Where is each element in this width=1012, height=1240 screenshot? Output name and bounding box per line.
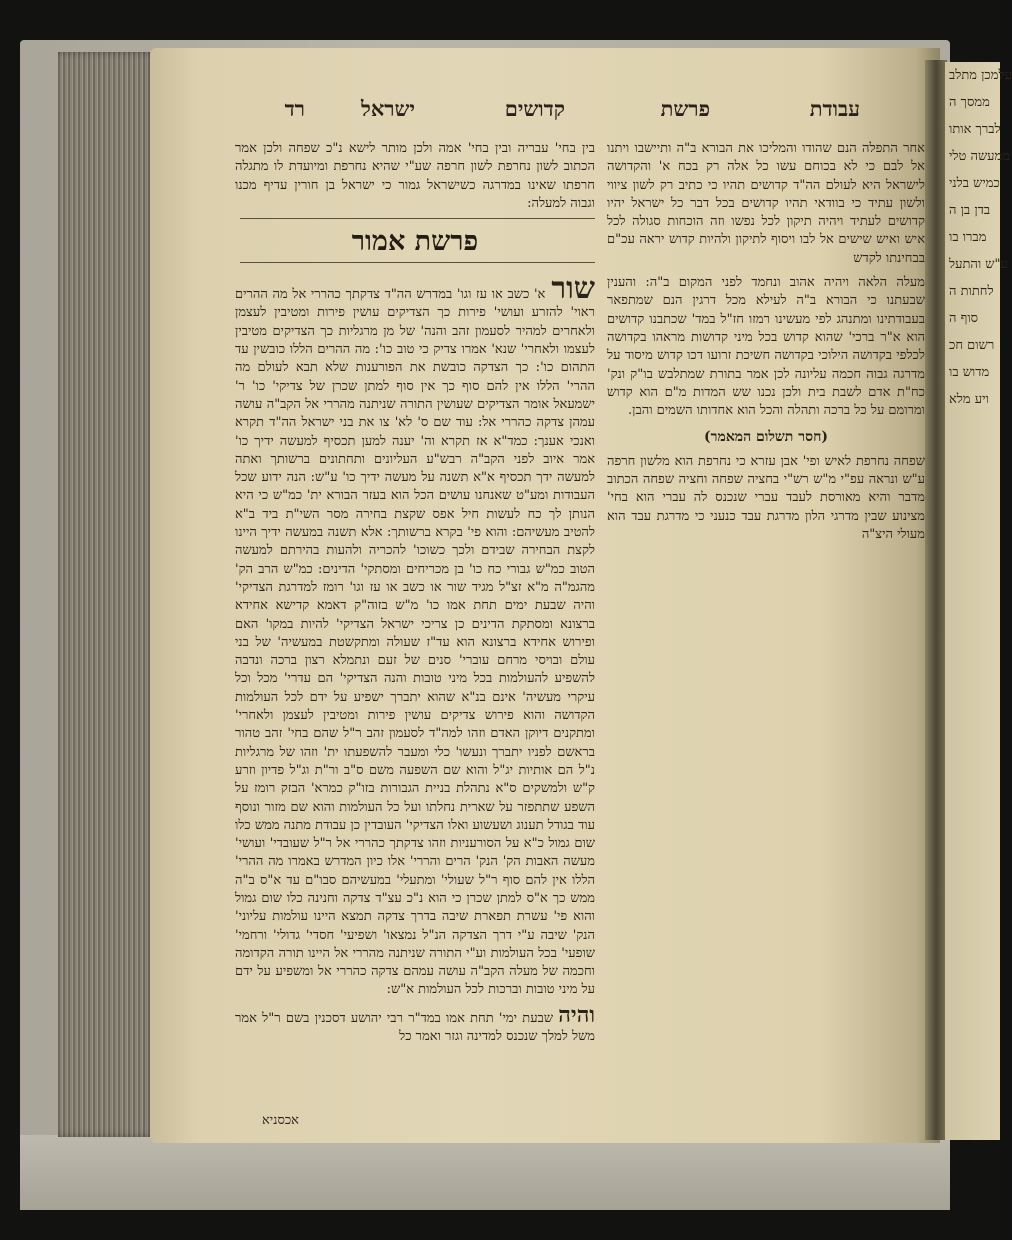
title-rule-bottom: [240, 262, 595, 263]
book-gutter: [925, 60, 947, 1140]
fragment-line: עלמכן מתלב: [949, 68, 1012, 83]
book-cover-bottom: [20, 1135, 950, 1210]
fragment-line: מדוש בו: [949, 365, 990, 380]
left-body-text: א' כשב או עז וגו' במדרש הה"ד צדקתך כהררי אל מה ההרים ראוי' להזרע ועושי' פירות כך הצדיקים עושין פירות ומטיבין לעצמן ולאחרים למהיר לסעמון זהב והנה' של מן מרגליות כך הצדיקים מטיבין לעצמו ולאחרי' שנא' אמרו צדיק כי טוב כו': מה ההרים הללו כובשין עד התהום כו': כך הצדקה כובשת את הפורענות שלא תבא לעולם מה ההרי' הללו אין להם סוף כך אין סוף למתן שכרן של צדיקי' כו' ר' ישמעאל אומר הצדיקים שעושין התורה שניתנה מהררי אל הקב"ה עושה עמהן צדקה כהררי אל: עוד שם ס' לא' צו את בני ישראל הה"ד תקרא ואנכי אענך: כמד"א אז תקרא וה' יענה למען תכסיף למעשה ידיך כו' אמר איוב לפני הקב"ה רבש"ע העליונים ותחתונים ברשותך ואתה למעשה ידך תכסיף א"א תשנה על מעשה ידיך כו' ע"ש: הנה ידוע שכל העבודות ומע"ט שאנחנו עושים הכל הוא בעזר הבורא ית' כמ"ש כי היא הנותן לך כח לעשות חיל אפס שקצת בחירה מסר השי"ת ביד ב"א להטיב מעשיהם: והוא פי' בקרא ברשותך: אלא תשנה במעשה ידיך היינו לקצת הבחירה שבידם ולכך כשוכו' להכריה ולהעות בהירתם למעשה הטוב כמ"ש גבורי כח כו' בן מכריחים ומסתקי' הדינים: כמ"ש הרב הק' מהגמ"ה מ"א זצ"ל מגיד שור או כשב או עז וגו' רומז למדרגת הצדיקי' והיה שבעת ימים תחת אמו כו' מ"ש בזוה"ק דאמא קדישא אחידא ברצונא ומסתקת הדינים כן צריכי ישראל הצדיקי' להיות במקו' האם ופירוש אחידא ברצונא הוא עד"ז שעולה ומתקשטת במעשיה' של בני עולם ובויסי מרחם עוברי' סנים של זעם ונתמלא רצון ברכה ונדבה להשפיע להעולמות בכל מיני טובות והנה הצדיקי' הם עדרי' מכל וכל עיקרי מעשיה' אינם בנ"א שהוא יתברך ישפיע על ידם לכל העולמות הקדושה והוא פירוש צדיקים עושין פירות ומטיבין לעצמן ולאחרי' ומתקנים דיוקן האדם וזהו למה"ד לסעמון זהב ר"ל שהם בחי' זהב טהור בראשם לפניו יתברך ונעשו' כלי ומעבר להשפעתו ית' וזהו של מרגליות נ"ל הם אותיות יג"ל והוא שם השפעה משם ס"ב ור"ת וג"ל פדיון וזרע ק"ש ולמשקים ס"א נתהלת בניית הגבורות בזו"ק כמרא' הבזק רומז על השפע שתתפזר על שארית נחלתו ועל כל העולמות והוא שם מזור ונוסף עוד בגודל תענוג ושעשוע ואלו הצדיקי' העובדין כן עבודת מתנה ממש כלו שום גמול כ"א על הסורעניות וזהו צדקתך כהררי אל ר"ל שעובדי' ועושי' מעשה האבות הק' הנק' הרים והררי' אלו כיון המדרש באמרו מה ההרי' הללו אין להם סוף ר"ל שעולי' ומתעלי' במעשיהם סבו"ם עד א"ס ב"ה ממש כך א"ס למתן שכרן כי הוא נ"כ עצ"ד צדקה וחנינה כלו שום גמול והוא פי' עשרת תפארת שיבה בדרך צדקה תמצא היינו עולמות עליוני' הנק' שיבה ע"י דרך הצדקה הנ"ל נמצאו' ושפיעי' חסדי' גדולי' ורחמי' שופעי' בכל העולמות וע"י התורה שניתנה מהררי אל היינו תורה הקדומה וחכמה של מעלה הקב"ה עושה עמהם צדקה כהררי אל ומשפיע על ידם על מיני טובות וברכות לכל העולמות א"ש:: [235, 287, 596, 998]
opening-word: שור: [551, 271, 595, 307]
page-edges: [58, 52, 158, 1137]
header-avodah: עבודת: [809, 96, 860, 121]
fragment-line: מברו בו: [949, 230, 987, 245]
right-paragraph-2: מעלה הלאה ויהיה אהוב ונחמד לפני המקום ב"ה: והענין שבעתנו כי הבורא ב"ה לעילא מכל דרגין הנם שמתפאר בעבודתינו ומתנהג לפי מעשינו רמזו חז"ל במד' שכתבנו קדושים הוא א"ר ברכי' שהוא קדוש בכל מיני קדושות מראהו בקדושה לכלפי בקדושה הילוכי בקדושה חשיכת זרועו דכו קדוש מיסוד על מדרגה גבוה חכמה עליונה לכן אמר בתורת שמתלבש בו"ק ונק' כח"ת אדם לשבת בית ולכן נכנו שש המדות מ"ם הוא קדוש ומרומם על כל ברכה ותהלה והכל הוא אחדותו השמים והבן.: [607, 275, 925, 419]
header-yisrael: ישראל: [361, 96, 415, 121]
fragment-line: לברך אותו: [949, 122, 1001, 137]
fragment-line: ממסך ה: [949, 95, 990, 110]
left-body-paragraph: [235, 271, 596, 1000]
fragment-line: כמיש בלני: [949, 176, 1000, 191]
folio-number: רד: [284, 96, 305, 121]
fragment-line: ע"ש והתעל: [949, 257, 1008, 272]
right-page-fragment: [945, 62, 1012, 1140]
title-rule-top: [240, 218, 595, 219]
parsha-title: פרשת אמור: [351, 226, 479, 257]
left-text-column: [235, 140, 595, 1140]
fragment-line: ויע מלא: [949, 392, 989, 407]
fragment-line: סוף ה: [949, 311, 979, 326]
right-text-column: [607, 140, 925, 1140]
header-parsha: פרשת: [660, 96, 710, 121]
right-closing-paragraph: שפחה נחרפת לאיש ופי' אבן עזרא כי נחרפת הוא מלשון חרפה ע"ש ונראה עפ"י מ"ש רש"י בחציה שפחה וחציה שפחה הכתוב מדבר והיא מאורסת לעבד עברי שנכנס לה עברי הוא בחי' מצינוע שבין מדרגי הלון מדרגת עבד כנעני כי מדרגת עבד הוא מעולי היצ"ה: [607, 453, 925, 542]
header-kedoshim: קדושים: [504, 96, 565, 121]
second-opening-word: והיה: [558, 1001, 595, 1028]
fragment-line: בדן בן ה: [949, 203, 991, 218]
left-intro-paragraph: בין בחי' עבריה ובין בחי' אמה ולכן מותר לישא נ"כ שפחה ולכן אמר הכתוב לשון נחרפת לשון חרפה שע"י שהיא נחרפת ומיועדת לו מתגלה חרפתו שאינו במדרגה כשישראל גמור כי ישראל בן חורין עדיף מכנו וגבוה למעלה:: [235, 141, 595, 211]
catchword: אכסניא: [262, 1113, 299, 1128]
fragment-line: לחתות ה: [949, 284, 994, 299]
fragment-line: ממעשה טלי: [949, 149, 1010, 164]
left-second-text: שבעת ימי' תחת אמו במד"ר רבי יהושע דסכנין בשם ר"ל אמר משל למלך שנכנס למדינה וגזר ואמר כל: [235, 1010, 595, 1045]
missing-end-note: (חסר תשלום המאמר): [704, 429, 828, 446]
fragment-line: רשום חכ: [949, 338, 995, 353]
right-paragraph-1: אחר התפלה הנם שהודו והמליכו את הבורא ב"ה ותיישבו ויתנו אל לבם כי לא בכוחם עשו כל אלה רק בכח א' והקדושה לישראל היא לעולם הה"ד קדושים תהיו כי כתיב רק לשון ציווי ולשון עתיד כי בוודאי תהיו קדושים בכל דבר כל ישראל יהיו קדושים לעתיד ויהיה תיקון לכל נפשו וזה הוכחות סגולה לכל איש ואיש שישים אל לבו ויסוף לתיקון ולהיות קדוש יראה עכ"ם בבחינתו לקדש: [607, 141, 925, 266]
left-second-paragraph: [235, 1001, 595, 1047]
running-header: [240, 96, 860, 132]
